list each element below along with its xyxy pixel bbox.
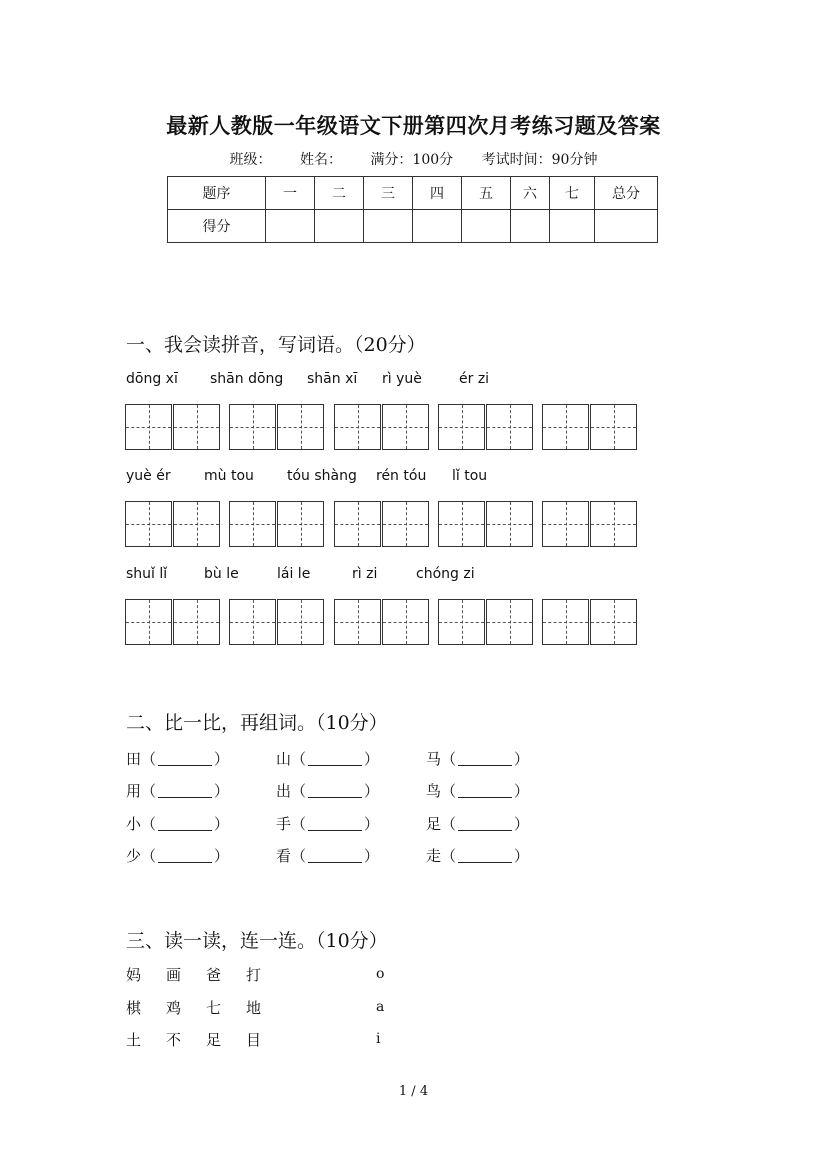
score-cell[interactable] (315, 210, 364, 243)
name-label: 姓名： (299, 152, 342, 168)
class-label: 班级： (229, 152, 272, 168)
compare-item: 看（ ） (276, 847, 380, 865)
page-title: 最新人教版一年级语文下册第四次月考练习题及答案 (166, 113, 661, 138)
writing-grid[interactable] (542, 501, 638, 547)
score-row-label: 得分 (168, 210, 266, 243)
table-header-cell: 六 (511, 177, 550, 210)
char[interactable]: 地 (246, 999, 262, 1017)
score-cell[interactable] (462, 210, 511, 243)
score-cell[interactable] (266, 210, 315, 243)
compare-item: 用（ ） (126, 782, 230, 800)
compare-item: 手（ ） (276, 815, 380, 833)
score-table (167, 176, 658, 243)
section-3-title: 三、读一读，连一连。（10分） (126, 930, 388, 952)
compare-item: 足（ ） (426, 815, 530, 833)
answer-blank[interactable] (308, 783, 362, 798)
section-2-title: 二、比一比，再组词。（10分） (126, 712, 388, 734)
char-row (126, 964, 286, 985)
pinyin-word: rì zi (352, 566, 378, 582)
exam-meta (0, 149, 827, 169)
answer-blank[interactable] (458, 751, 512, 766)
char-row (126, 1029, 286, 1050)
answer-blank[interactable] (458, 816, 512, 831)
score-cell[interactable] (550, 210, 595, 243)
char-row (126, 997, 286, 1018)
pinyin-word: lái le (277, 566, 311, 582)
char[interactable]: 爸 (206, 966, 222, 984)
writing-grid[interactable] (229, 501, 325, 547)
writing-grid[interactable] (334, 501, 430, 547)
writing-grid[interactable] (125, 599, 221, 645)
pinyin-word: shuǐ lǐ (126, 566, 168, 582)
writing-grid[interactable] (125, 404, 221, 450)
compare-item: 鸟（ ） (426, 782, 530, 800)
pinyin-word: yuè ér (126, 468, 171, 484)
writing-grid[interactable] (125, 501, 221, 547)
char[interactable]: 七 (206, 999, 222, 1017)
answer-blank[interactable] (158, 816, 212, 831)
compare-item: 田（ ） (126, 750, 230, 768)
answer-blank[interactable] (308, 751, 362, 766)
compare-item: 马（ ） (426, 750, 530, 768)
writing-grid[interactable] (229, 599, 325, 645)
char[interactable]: 画 (166, 966, 182, 984)
writing-grid[interactable] (229, 404, 325, 450)
answer-blank[interactable] (458, 783, 512, 798)
writing-grid[interactable] (542, 599, 638, 645)
char[interactable]: 土 (126, 1031, 142, 1049)
pinyin-word: ér zi (459, 371, 490, 387)
compare-item: 走（ ） (426, 847, 530, 865)
vowel-a[interactable]: a (376, 999, 385, 1015)
pinyin-word: lǐ tou (452, 468, 488, 484)
score-table-header-row (168, 177, 658, 210)
compare-item: 小（ ） (126, 815, 230, 833)
pinyin-word: bù le (204, 566, 239, 582)
compare-item: 出（ ） (276, 782, 380, 800)
score-cell[interactable] (595, 210, 658, 243)
table-header-cell: 七 (550, 177, 595, 210)
score-cell[interactable] (364, 210, 413, 243)
exam-time: 考试时间：90分钟 (481, 152, 598, 168)
score-cell[interactable] (413, 210, 462, 243)
answer-blank[interactable] (458, 848, 512, 863)
char[interactable]: 足 (206, 1031, 222, 1049)
page-number: 1 / 4 (398, 1084, 429, 1099)
writing-grid[interactable] (438, 501, 534, 547)
char[interactable]: 鸡 (166, 999, 182, 1017)
answer-blank[interactable] (158, 751, 212, 766)
table-header-cell: 三 (364, 177, 413, 210)
table-header-cell: 二 (315, 177, 364, 210)
score-cell[interactable] (511, 210, 550, 243)
char[interactable]: 打 (246, 966, 262, 984)
writing-grid[interactable] (438, 599, 534, 645)
pinyin-word: rì yuè (382, 371, 422, 387)
score-table-score-row (168, 210, 658, 243)
char[interactable]: 不 (166, 1031, 182, 1049)
char[interactable]: 棋 (126, 999, 142, 1017)
writing-grid[interactable] (334, 599, 430, 645)
char[interactable]: 目 (246, 1031, 262, 1049)
pinyin-word: dōng xī (126, 371, 178, 387)
table-header-cell: 四 (413, 177, 462, 210)
writing-grid[interactable] (334, 404, 430, 450)
vowel-i[interactable]: i (376, 1031, 381, 1047)
char[interactable]: 妈 (126, 966, 142, 984)
section-1-title: 一、我会读拼音，写词语。（20分） (126, 334, 426, 356)
answer-blank[interactable] (158, 783, 212, 798)
pinyin-word: shān dōng (210, 371, 284, 387)
answer-blank[interactable] (158, 848, 212, 863)
vowel-o[interactable]: o (376, 966, 385, 982)
answer-blank[interactable] (308, 816, 362, 831)
table-header-cell: 总分 (595, 177, 658, 210)
compare-item: 少（ ） (126, 847, 230, 865)
answer-blank[interactable] (308, 848, 362, 863)
table-header-cell: 题序 (168, 177, 266, 210)
pinyin-word: mù tou (204, 468, 254, 484)
pinyin-word: rén tóu (376, 468, 427, 484)
table-header-cell: 一 (266, 177, 315, 210)
pinyin-word: chóng zi (416, 566, 475, 582)
full-score: 满分：100分 (370, 152, 454, 168)
pinyin-word: tóu shàng (287, 468, 357, 484)
table-header-cell: 五 (462, 177, 511, 210)
compare-item: 山（ ） (276, 750, 380, 768)
writing-grid[interactable] (438, 404, 534, 450)
pinyin-word: shān xī (307, 371, 358, 387)
writing-grid[interactable] (542, 404, 638, 450)
